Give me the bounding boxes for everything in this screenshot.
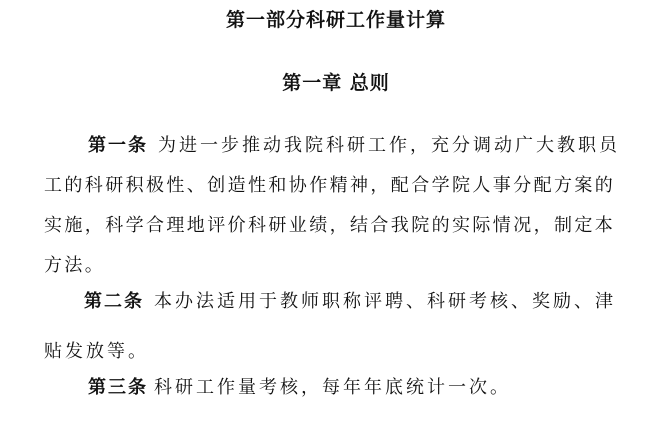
article-1-text-1: 为进一步推动我院科研工作，充分调动广大教职员 (158, 135, 620, 156)
article-2-line-1 (84, 290, 616, 314)
article-2-label: 第二条 (84, 291, 144, 312)
article-1-line-4: 方法。 (44, 255, 106, 276)
article-2-line-2: 贴发放等。 (44, 341, 149, 362)
article-1-label: 第一条 (88, 135, 148, 156)
article-1-line-3: 实施，科学合理地评价科研业绩，结合我院的实际情况，制定本 (44, 215, 616, 236)
article-1-line-2: 工的科研积极性、创造性和协作精神，配合学院人事分配方案的 (44, 175, 616, 196)
part-title: 第一部分科研工作量计算 (225, 9, 446, 31)
article-3-line-1 (88, 376, 511, 400)
article-3-text-1: 科研工作量考核，每年年底统计一次。 (154, 377, 511, 398)
article-3-label: 第三条 (88, 377, 148, 398)
article-1-line-1 (88, 134, 620, 158)
chapter-title: 第一章 总则 (282, 72, 390, 94)
article-2-text-1: 本办法适用于教师职称评聘、科研考核、奖励、津 (154, 291, 616, 312)
